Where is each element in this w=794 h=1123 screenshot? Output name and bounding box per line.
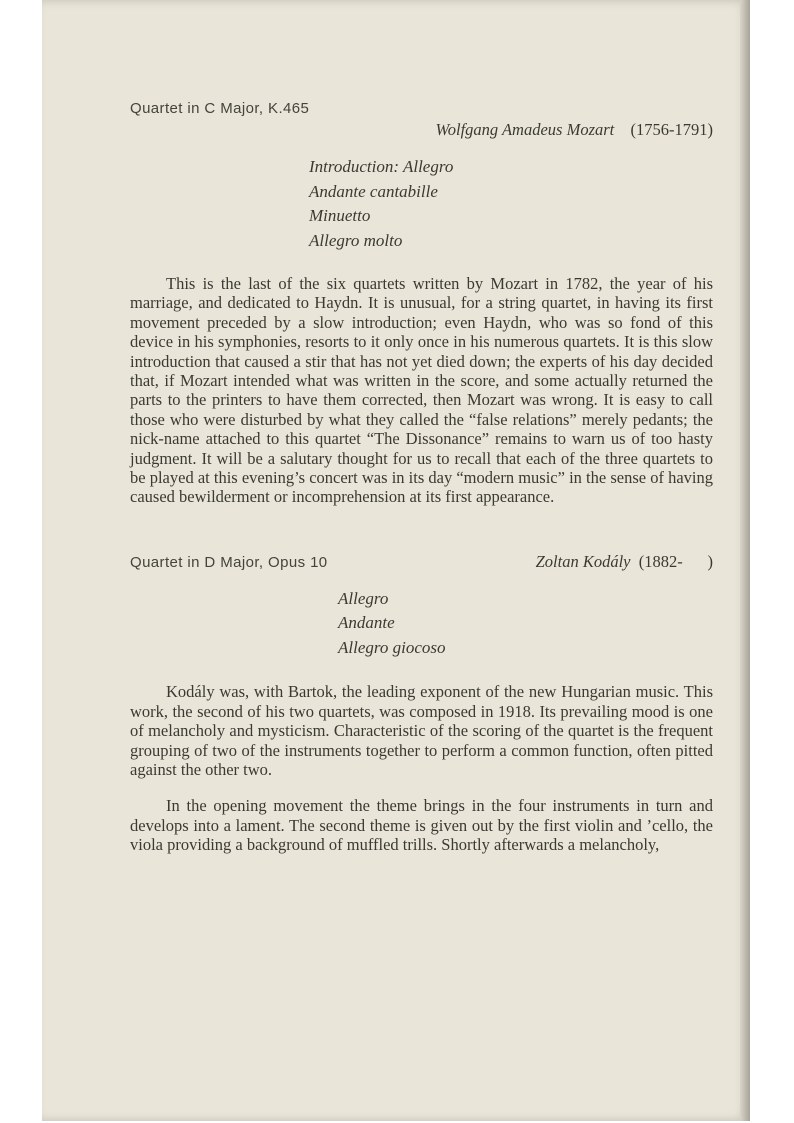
- movement-item: Introduction: Allegro: [309, 157, 454, 176]
- page-edge: [740, 0, 750, 1121]
- composer-name: Zoltan Kodály: [535, 551, 631, 571]
- programme-page: [42, 0, 750, 1121]
- description-paragraph: This is the last of the six quartets written by Mozart in 1782, the year of his marriage, and dedicated to Haydn. It is unusual, for a string quartet, in having its first movement preceded by a slow introduction; even Haydn, who was so fond of this device in his symphonies, resorts to it only once in his numerous quartets. It is this slow introduction that caused a stir that has not yet died down; the experts of his day decided that, if Mozart intended what was written in the score, and some actually returned the parts to the printers to have them corrected, then Mozart was wrong. It is easy to call those who were disturbed by what they called the “false relations” merely pedants; the nick-name attached to this quartet “The Dissonance” remains to warn us of too hasty judgment. It will be a salutary thought for us to recall that each of the three quartets to be played at this evening’s concert was in its day “modern music” in the sense of having caused bewilderment or incomprehension at its first appearance.: [130, 274, 713, 507]
- section-title: Quartet in D Major, Opus 10: [130, 553, 328, 571]
- movement-item: Allegro molto: [309, 230, 403, 250]
- programme-notes: [130, 100, 713, 855]
- composer-line: [130, 120, 713, 140]
- section-kodaly: [130, 552, 713, 855]
- composer-name: Wolfgang Amadeus Mozart: [435, 120, 615, 139]
- movement-item: Andante cantabille: [309, 181, 438, 201]
- movement-item: Andante: [338, 613, 395, 633]
- movement-item: Allegro giocoso: [338, 637, 446, 657]
- movement-item: Allegro: [338, 588, 389, 608]
- movement-item: Minuetto: [309, 206, 371, 225]
- section-header-row: [130, 552, 713, 572]
- section-mozart: [130, 100, 713, 507]
- section-title: Quartet in C Major, K.465: [130, 100, 310, 117]
- description-paragraph: Kodály was, with Bartok, the leading exponent of the new Hungarian music. This work, the second of his two quartets, was composed in 1918. Its prevailing mood is one of melancholy and mysticism. Characteristic of the scoring of the quartet is the frequent grouping of two of the instruments together to perform a common function, often pitted against the other two.: [130, 682, 713, 779]
- description-paragraph: In the opening movement the theme brings in the four instruments in turn and develops into a lament. The second theme is given out by the first violin and ’cello, the viola providing a background of muffled trills. Shortly afterwards a melancholy,: [130, 796, 713, 855]
- composer-dates: (1756-1791): [630, 120, 713, 139]
- composer-line: [536, 552, 713, 572]
- movement-list: [309, 155, 713, 253]
- movement-list: [338, 587, 713, 661]
- composer-dates: (1882- ): [638, 551, 713, 571]
